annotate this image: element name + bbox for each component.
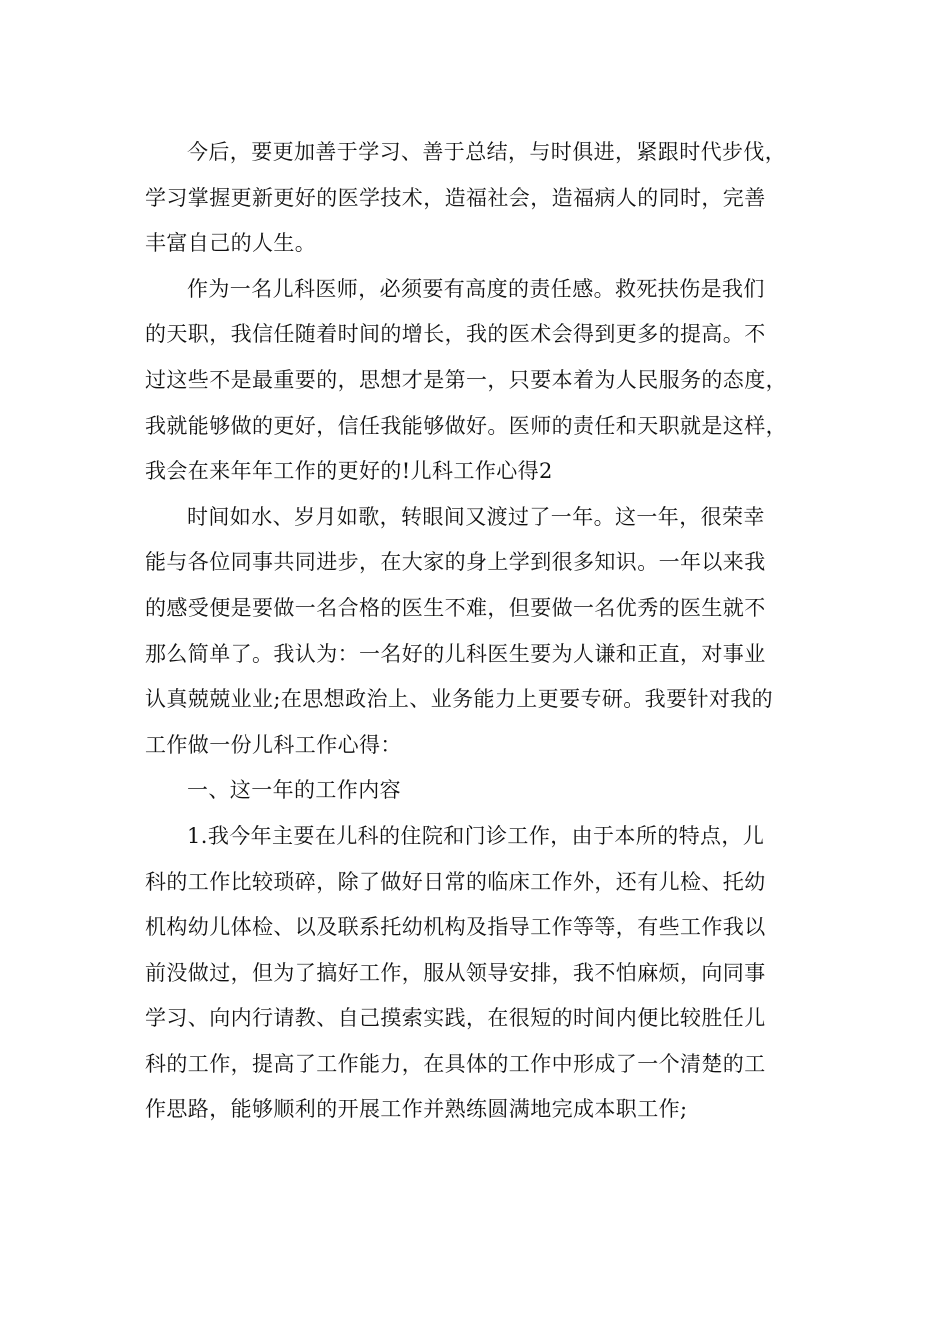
text-line: 学习掌握更新更好的医学技术，造福社会，造福病人的同时，完善 (145, 185, 766, 210)
document-body (145, 130, 835, 1133)
text-line: 认真兢兢业业;在思想政治上、业务能力上更要专研。我要针对我的 (145, 687, 774, 712)
text-line: 那么简单了。我认为：一名好的儿科医生要为人谦和正直，对事业 (145, 641, 766, 666)
text-line: 的感受便是要做一名合格的医生不难，但要做一名优秀的医生就不 (145, 595, 766, 620)
text-line: 机构幼儿体检、以及联系托幼机构及指导工作等等，有些工作我以 (145, 915, 766, 940)
text-line: 的天职，我信任随着时间的增长，我的医术会得到更多的提高。不 (145, 322, 766, 347)
text-line: 科的工作，提高了工作能力，在具体的工作中形成了一个清楚的工 (145, 1051, 766, 1076)
text-line: 我会在来年年工作的更好的!儿科工作心得2 (145, 459, 553, 484)
text-line: 科的工作比较琐碎，除了做好日常的临床工作外，还有儿检、托幼 (145, 869, 766, 894)
text-line: 一、这一年的工作内容 (187, 778, 401, 803)
text-line: 今后，要更加善于学习、善于总结，与时俱进，紧跟时代步伐， (187, 140, 787, 164)
text-line: 前没做过，但为了搞好工作，服从领导安排，我不怕麻烦，向同事 (145, 960, 766, 985)
paragraph (145, 768, 835, 814)
text-line: 过这些不是最重要的，思想才是第一，只要本着为人民服务的态度， (145, 367, 787, 392)
text-line: 作思路，能够顺利的开展工作并熟练圆满地完成本职工作; (145, 1097, 688, 1122)
paragraph (145, 495, 835, 769)
text-line: 丰富自己的人生。 (145, 231, 317, 256)
text-line: 1.我今年主要在儿科的住院和门诊工作，由于本所的特点，儿 (187, 823, 765, 848)
text-line: 能与各位同事共同进步，在大家的身上学到很多知识。一年以来我 (145, 550, 766, 575)
paragraph (145, 267, 835, 495)
paragraph (145, 130, 835, 267)
text-line: 我就能够做的更好，信任我能够做好。医师的责任和天职就是这样， (145, 413, 787, 438)
paragraph (145, 814, 835, 1133)
text-line: 工作做一份儿科工作心得： (145, 732, 402, 757)
text-line: 作为一名儿科医师，必须要有高度的责任感。救死扶伤是我们 (187, 276, 765, 301)
text-line: 学习、向内行请教、自己摸索实践，在很短的时间内便比较胜任儿 (145, 1006, 766, 1031)
text-line: 时间如水、岁月如歌，转眼间又渡过了一年。这一年，很荣幸 (187, 504, 765, 529)
